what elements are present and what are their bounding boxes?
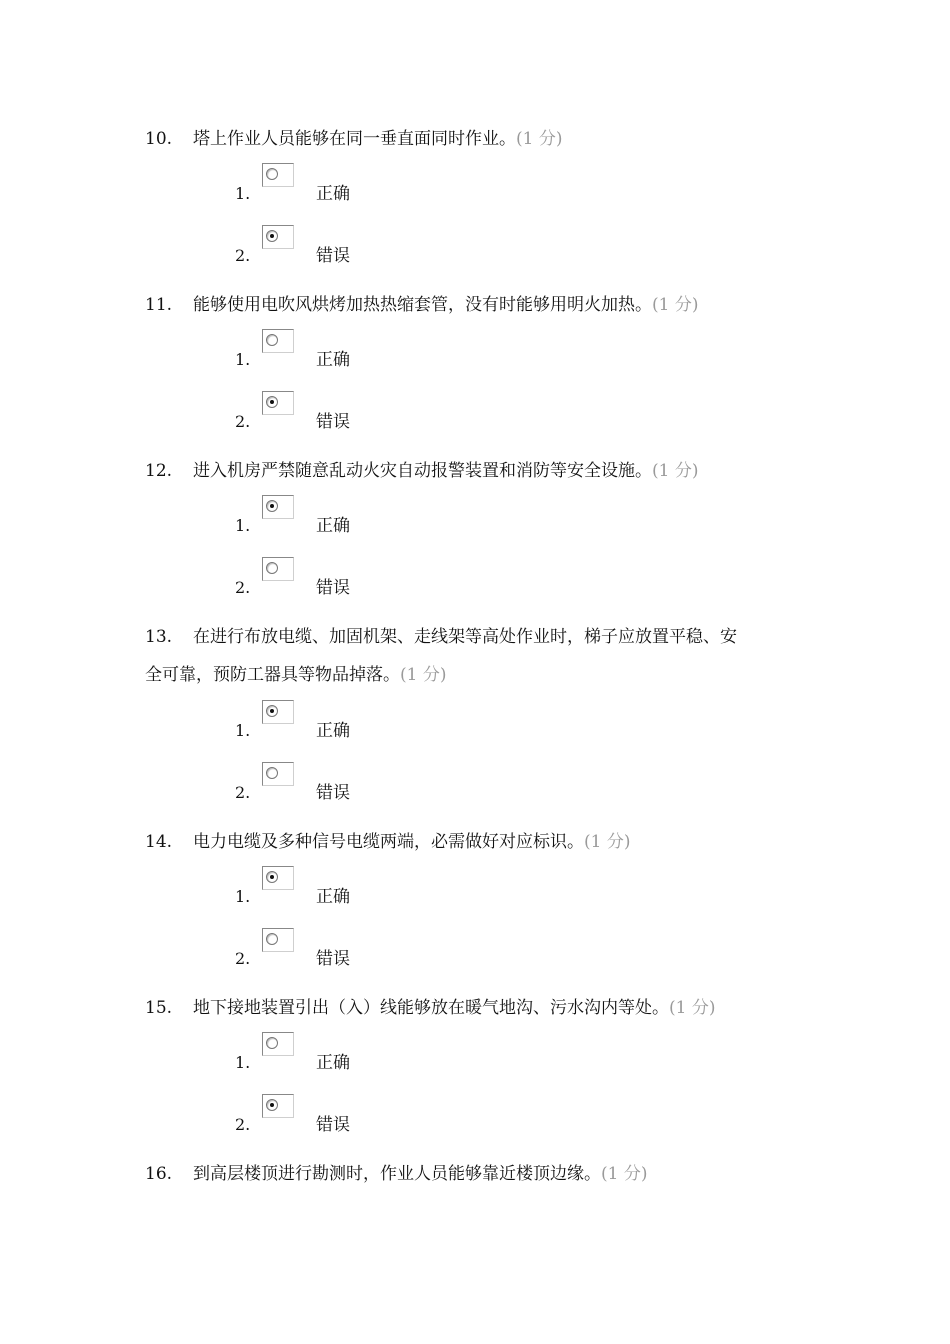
option-wrong[interactable] bbox=[0, 391, 400, 431]
question-text: 地下接地装置引出（入）线能够放在暖气地沟、污水沟内等处。 bbox=[193, 998, 669, 1018]
question-text: 到高层楼顶进行勘测时，作业人员能够靠近楼顶边缘。 bbox=[193, 1164, 601, 1184]
question-text-line-2 bbox=[145, 663, 446, 687]
question-number: 12. bbox=[145, 461, 173, 481]
question-number: 16. bbox=[145, 1164, 173, 1184]
option-label: 正确 bbox=[316, 721, 350, 741]
radio-selected-icon[interactable] bbox=[266, 1099, 278, 1111]
question-points: (1 分) bbox=[584, 832, 631, 852]
option-correct[interactable] bbox=[0, 1032, 400, 1072]
question-text-line bbox=[145, 293, 698, 317]
radio-unselected-icon[interactable] bbox=[266, 562, 278, 574]
option-wrong[interactable] bbox=[0, 557, 400, 597]
radio-unselected-icon[interactable] bbox=[266, 933, 278, 945]
question-number: 14. bbox=[145, 832, 173, 852]
option-correct[interactable] bbox=[0, 329, 400, 369]
radio-frame[interactable] bbox=[262, 225, 294, 249]
option-number: 2. bbox=[235, 1115, 251, 1134]
radio-selected-icon[interactable] bbox=[266, 230, 278, 242]
radio-frame[interactable] bbox=[262, 557, 294, 581]
option-label: 错误 bbox=[316, 1115, 350, 1135]
option-label: 错误 bbox=[316, 578, 350, 598]
question-text: 进入机房严禁随意乱动火灾自动报警装置和消防等安全设施。 bbox=[193, 461, 652, 481]
question-text: 在进行布放电缆、加固机架、走线架等高处作业时，梯子应放置平稳、安 bbox=[193, 627, 737, 647]
option-label: 错误 bbox=[316, 412, 350, 432]
radio-frame[interactable] bbox=[262, 391, 294, 415]
question-number: 11. bbox=[145, 295, 173, 315]
option-wrong[interactable] bbox=[0, 1094, 400, 1134]
option-wrong[interactable] bbox=[0, 762, 400, 802]
radio-selected-icon[interactable] bbox=[266, 396, 278, 408]
question-text-line bbox=[145, 1162, 647, 1186]
option-number: 1. bbox=[235, 350, 251, 369]
option-number: 2. bbox=[235, 783, 251, 802]
radio-frame[interactable] bbox=[262, 866, 294, 890]
option-label: 正确 bbox=[316, 516, 350, 536]
question-text: 电力电缆及多种信号电缆两端，必需做好对应标识。 bbox=[193, 832, 584, 852]
radio-frame[interactable] bbox=[262, 495, 294, 519]
radio-selected-icon[interactable] bbox=[266, 871, 278, 883]
question-points: (1 分) bbox=[400, 665, 447, 685]
option-number: 1. bbox=[235, 516, 251, 535]
option-label: 错误 bbox=[316, 246, 350, 266]
option-label: 正确 bbox=[316, 887, 350, 907]
option-label: 正确 bbox=[316, 184, 350, 204]
radio-selected-icon[interactable] bbox=[266, 705, 278, 717]
radio-unselected-icon[interactable] bbox=[266, 767, 278, 779]
option-number: 2. bbox=[235, 246, 251, 265]
radio-frame[interactable] bbox=[262, 1094, 294, 1118]
option-label: 正确 bbox=[316, 350, 350, 370]
option-number: 2. bbox=[235, 949, 251, 968]
option-number: 1. bbox=[235, 887, 251, 906]
radio-frame[interactable] bbox=[262, 163, 294, 187]
option-correct[interactable] bbox=[0, 866, 400, 906]
option-correct[interactable] bbox=[0, 700, 400, 740]
radio-frame[interactable] bbox=[262, 329, 294, 353]
question-text-line bbox=[145, 127, 562, 151]
radio-frame[interactable] bbox=[262, 1032, 294, 1056]
radio-unselected-icon[interactable] bbox=[266, 168, 278, 180]
radio-unselected-icon[interactable] bbox=[266, 334, 278, 346]
radio-frame[interactable] bbox=[262, 928, 294, 952]
question-text-line bbox=[145, 625, 737, 649]
question-number: 15. bbox=[145, 998, 173, 1018]
question-text-line bbox=[145, 459, 698, 483]
radio-selected-icon[interactable] bbox=[266, 500, 278, 512]
radio-unselected-icon[interactable] bbox=[266, 1037, 278, 1049]
question-text-line bbox=[145, 830, 630, 854]
question-text-line bbox=[145, 996, 715, 1020]
question-number: 10. bbox=[145, 129, 173, 149]
question-text: 塔上作业人员能够在同一垂直面同时作业。 bbox=[193, 129, 516, 149]
option-correct[interactable] bbox=[0, 163, 400, 203]
radio-frame[interactable] bbox=[262, 762, 294, 786]
question-points: (1 分) bbox=[669, 998, 716, 1018]
option-label: 错误 bbox=[316, 949, 350, 969]
question-text-continued: 全可靠，预防工器具等物品掉落。 bbox=[145, 665, 400, 685]
option-number: 1. bbox=[235, 721, 251, 740]
question-number: 13. bbox=[145, 627, 173, 647]
option-wrong[interactable] bbox=[0, 928, 400, 968]
question-points: (1 分) bbox=[516, 129, 563, 149]
option-label: 正确 bbox=[316, 1053, 350, 1073]
option-number: 2. bbox=[235, 578, 251, 597]
option-number: 1. bbox=[235, 184, 251, 203]
radio-frame[interactable] bbox=[262, 700, 294, 724]
option-wrong[interactable] bbox=[0, 225, 400, 265]
option-number: 1. bbox=[235, 1053, 251, 1072]
question-text: 能够使用电吹风烘烤加热热缩套管，没有时能够用明火加热。 bbox=[193, 295, 652, 315]
question-points: (1 分) bbox=[601, 1164, 648, 1184]
option-number: 2. bbox=[235, 412, 251, 431]
option-label: 错误 bbox=[316, 783, 350, 803]
question-points: (1 分) bbox=[652, 461, 699, 481]
question-points: (1 分) bbox=[652, 295, 699, 315]
option-correct[interactable] bbox=[0, 495, 400, 535]
